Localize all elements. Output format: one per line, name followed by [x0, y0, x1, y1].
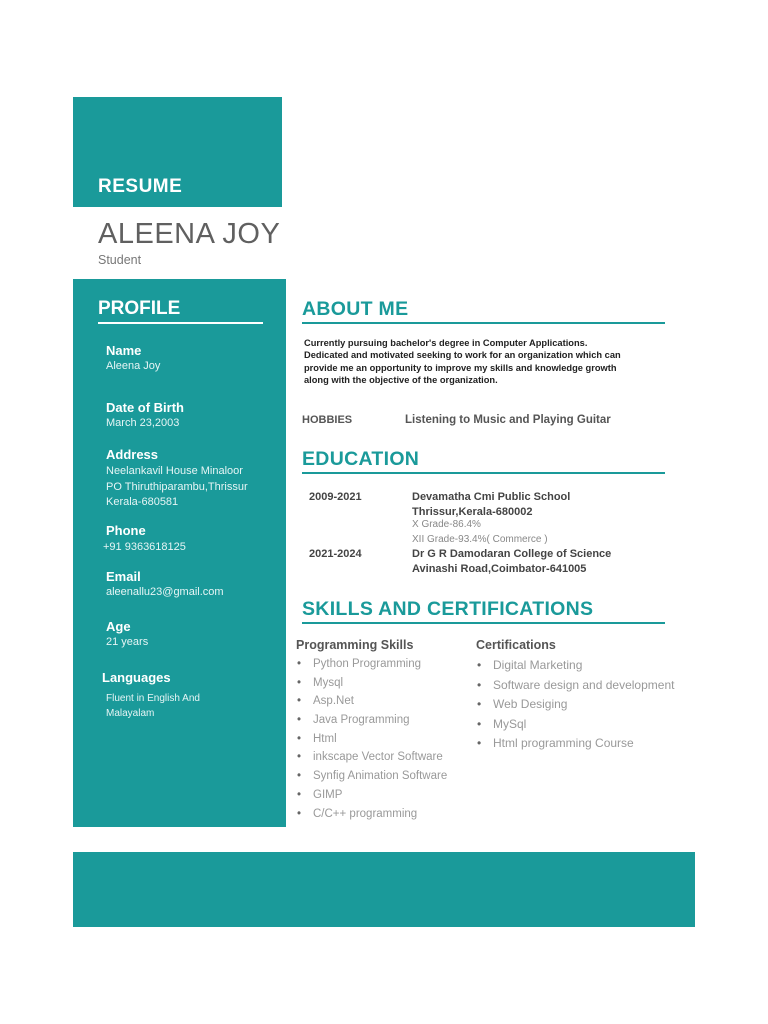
- address-line: Neelankavil House Minaloor: [106, 465, 243, 477]
- phone-label: Phone: [106, 523, 146, 538]
- education-place: Thrissur,Kerala-680002: [412, 506, 533, 518]
- list-item: • Software design and development: [477, 676, 674, 696]
- role-title: Student: [98, 253, 142, 267]
- address-line: Kerala-680581: [106, 496, 179, 508]
- age-value: 21 years: [106, 636, 149, 648]
- age-label: Age: [106, 619, 131, 634]
- certifications-list: [477, 656, 674, 754]
- education-years: 2021-2024: [309, 548, 362, 560]
- education-place: Avinashi Road,Coimbator-641005: [412, 563, 587, 575]
- about-line: Dedicated and motivated seeking to work for an organization which can: [304, 350, 621, 361]
- about-text: [304, 337, 654, 386]
- list-item: • inkscape Vector Software: [297, 748, 447, 767]
- languages-label: Languages: [102, 670, 171, 685]
- list-item: • C/C++ programming: [297, 805, 447, 824]
- profile-heading: PROFILE: [98, 298, 181, 319]
- list-item: • Python Programming: [297, 655, 447, 674]
- education-grade: XII Grade-93.4%( Commerce ): [412, 534, 548, 545]
- dob-label: Date of Birth: [106, 400, 184, 415]
- about-heading: ABOUT ME: [302, 298, 409, 320]
- address-value: [106, 464, 248, 511]
- address-label: Address: [106, 447, 159, 462]
- address-line: PO Thiruthiparambu,Thrissur: [106, 480, 248, 493]
- email-label: Email: [106, 569, 141, 584]
- profile-divider: [98, 322, 263, 324]
- education-heading: EDUCATION: [302, 448, 420, 470]
- certifications-heading: Certifications: [476, 638, 556, 652]
- list-item: • Web Desiging: [477, 695, 674, 715]
- list-item: • MySql: [477, 715, 674, 735]
- programming-skills-heading: Programming Skills: [296, 638, 414, 652]
- list-item: • GIMP: [297, 786, 447, 805]
- full-name: ALEENA JOY: [98, 218, 281, 250]
- languages-line: Malayalam: [106, 707, 155, 719]
- hobbies-value: Listening to Music and Playing Guitar: [405, 414, 611, 426]
- education-school: Dr G R Damodaran College of Science: [412, 548, 612, 560]
- email-value[interactable]: aleenallu23@gmail.com: [106, 586, 224, 598]
- list-item: • Mysql: [297, 674, 447, 693]
- list-item: • Html: [297, 730, 447, 749]
- dob-value: March 23,2003: [106, 417, 180, 429]
- list-item: • Synfig Animation Software: [297, 767, 447, 786]
- about-line: Currently pursuing bachelor's degree in Computer Applications.: [304, 338, 588, 348]
- about-line: along with the objective of the organization.: [304, 374, 498, 385]
- name-value: Aleena Joy: [106, 360, 161, 372]
- education-divider: [302, 472, 665, 474]
- list-item: • Java Programming: [297, 711, 447, 730]
- hobbies-label: HOBBIES: [302, 414, 353, 426]
- programming-skills-list: [297, 655, 447, 823]
- education-years: 2009-2021: [309, 491, 362, 503]
- education-school: Devamatha Cmi Public School: [412, 491, 571, 503]
- languages-line: Fluent in English And: [106, 693, 200, 704]
- languages-value: [106, 692, 200, 721]
- name-label: Name: [106, 343, 142, 358]
- footer-band: [73, 852, 695, 927]
- resume-label: RESUME: [98, 176, 183, 197]
- list-item: • Digital Marketing: [477, 656, 674, 676]
- about-divider: [302, 322, 665, 324]
- education-grade: X Grade-86.4%: [412, 519, 481, 530]
- skills-heading: SKILLS AND CERTIFICATIONS: [302, 598, 594, 620]
- phone-value: +91 9363618125: [103, 541, 186, 553]
- skills-divider: [302, 622, 665, 624]
- list-item: • Asp.Net: [297, 692, 447, 711]
- about-line: provide me an opportunity to improve my skills and knowledge growth: [304, 362, 617, 373]
- list-item: • Html programming Course: [477, 734, 674, 754]
